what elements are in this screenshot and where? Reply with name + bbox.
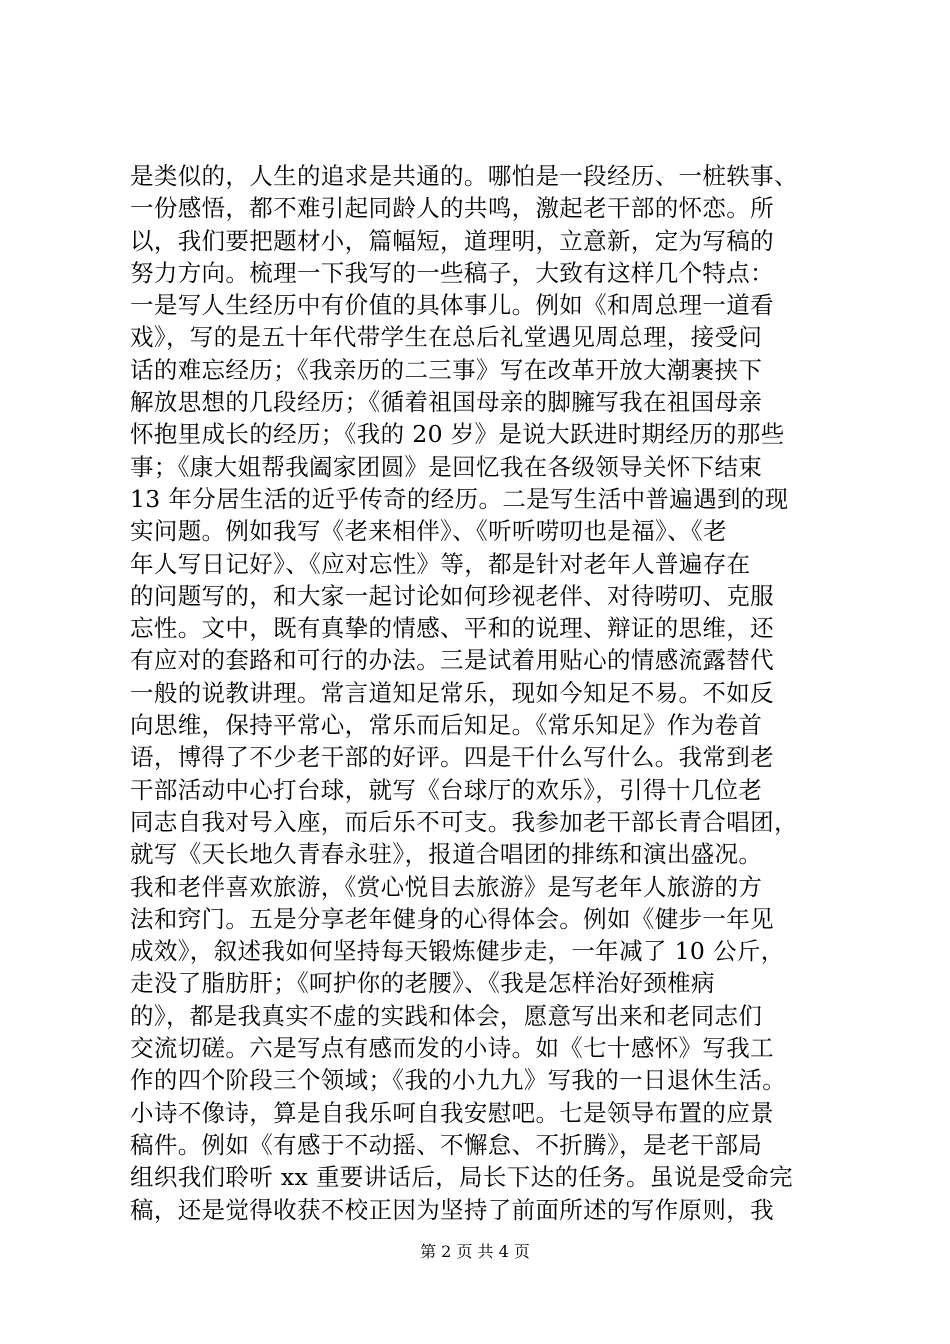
text-line: 有应对的套路和可行的办法。三是试着用贴心的情感流露替代: [130, 646, 774, 675]
text-line: 以，我们要把题材小，篇幅短，道理明，立意新，定为写稿的: [130, 226, 774, 255]
text-line: 实问题。例如我写《老来相伴》、《听听唠叨也是福》、《老: [130, 517, 727, 546]
text-line: 小诗不像诗，算是自我乐呵自我安慰吧。七是领导布置的应景: [130, 1098, 774, 1127]
text-line: 的问题写的，和大家一起讨论如何珍视老伴、对待唠叨、克服: [130, 581, 774, 610]
text-line: 一份感悟，都不难引起同龄人的共鸣，激起老干部的怀恋。所: [130, 194, 774, 223]
text-line: 稿件。例如《有感于不动摇、不懈怠、不折腾》，是老干部局: [130, 1130, 763, 1159]
text-line: 一般的说教讲理。常言道知足常乐，现如今知足不易。不如反: [130, 678, 774, 707]
text-line: 稿，还是觉得收获不校正因为坚持了前面所述的写作原则，我: [130, 1195, 774, 1224]
text-line: 向思维，保持平常心，常乐而后知足。《常乐知足》作为卷首: [130, 711, 763, 740]
text-line: 话的难忘经历；《我亲历的二三事》写在改革开放大潮裹挟下: [130, 355, 763, 384]
body-text: [130, 160, 830, 1226]
text-line: 怀抱里成长的经历；《我的 20 岁》是说大跃进时期经历的那些: [130, 420, 785, 449]
text-line: 语，博得了不少老干部的好评。四是干什么写什么。我常到老: [130, 743, 774, 772]
text-line: 法和窍门。五是分享老年健身的心得体会。例如《健步一年见: [130, 904, 774, 933]
page-footer: [0, 1242, 950, 1262]
text-line: 干部活动中心打台球，就写《台球厅的欢乐》，引得十几位老: [130, 775, 763, 804]
text-line: 戏》，写的是五十年代带学生在总后礼堂遇见周总理，接受问: [130, 323, 763, 352]
text-line: 一是写人生经历中有价值的具体事儿。例如《和周总理一道看: [130, 291, 774, 320]
text-line: 努力方向。梳理一下我写的一些稿子，大致有这样几个特点：: [130, 258, 774, 287]
text-line: 同志自我对号入座，而后乐不可支。我参加老干部长青合唱团，: [130, 807, 798, 836]
text-line: 13 年分居生活的近乎传奇的经历。二是写生活中普遍遇到的现: [130, 484, 789, 513]
text-line: 解放思想的几段经历；《循着祖国母亲的脚臃写我在祖国母亲: [130, 388, 763, 417]
text-line: 的》，都是我真实不虚的实践和体会，愿意写出来和老同志们: [130, 1001, 763, 1030]
text-line: 就写《天长地久青春永驻》，报道合唱团的排练和演出盛况。: [130, 840, 763, 869]
text-line: 我和老伴喜欢旅游，《赏心悦目去旅游》是写老年人旅游的方: [130, 872, 763, 901]
text-line: 交流切磋。六是写点有感而发的小诗。如《七十感怀》写我工: [130, 1034, 774, 1063]
text-line: 是类似的，人生的追求是共通的。哪怕是一段经历、一桩轶事、: [130, 162, 798, 190]
page-number-label: 第 2 页 共 4 页: [420, 1242, 530, 1261]
text-line: 成效》，叙述我如何坚持每天锻炼健步走，一年减了 10 公斤，: [130, 937, 785, 966]
text-line: 忘性。文中，既有真挚的情感、平和的说理、辩证的思维，还: [130, 614, 774, 643]
text-line: 年人写日记好》、《应对忘性》等，都是针对老年人普遍存在: [130, 549, 751, 578]
text-line: 作的四个阶段三个领域；《我的小九九》写我的一日退休生活。: [130, 1066, 787, 1095]
text-line: 走没了脂肪肝；《呵护你的老腰》、《我是怎样治好颈椎病: [130, 969, 715, 998]
text-line: 组织我们聆听 xx 重要讲话后，局长下达的任务。虽说是受命完: [130, 1163, 793, 1192]
text-line: 事；《康大姐帮我阖家团圆》是回忆我在各级领导关怀下结束: [130, 452, 763, 481]
